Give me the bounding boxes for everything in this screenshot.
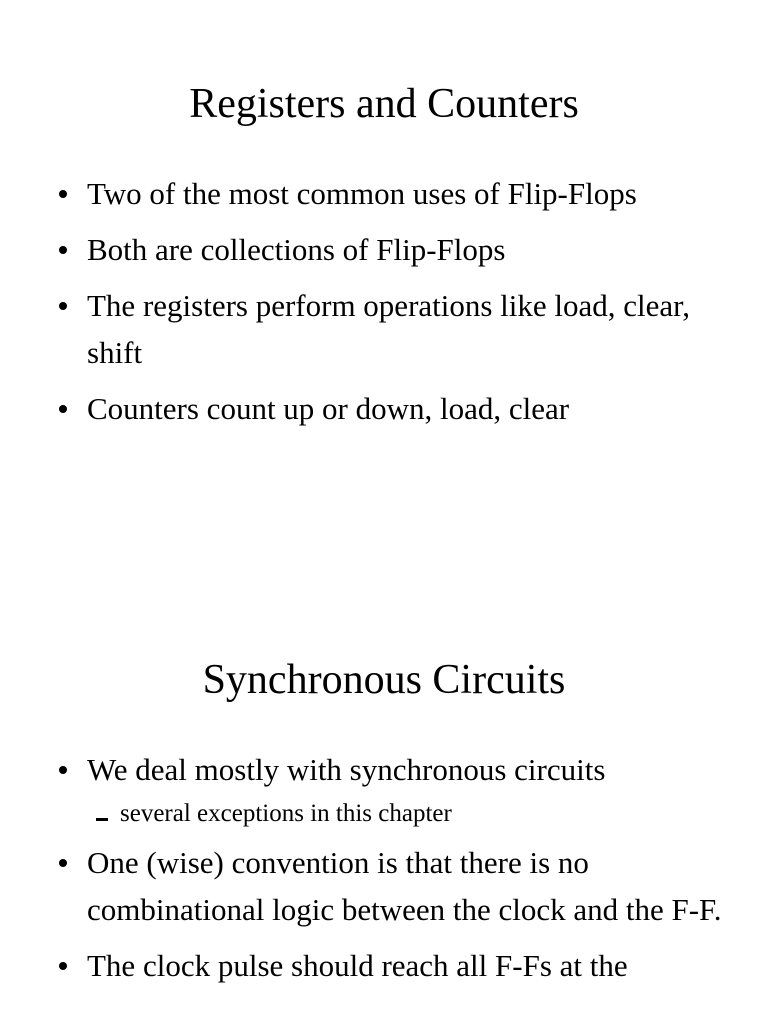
bullet-dot-icon: [59, 859, 67, 867]
slide-title: Registers and Counters: [189, 81, 579, 127]
bullet-item: [0, 839, 768, 933]
sub-bullet-item: [0, 798, 768, 830]
bullet-text: We deal mostly with synchronous circuits: [87, 752, 606, 787]
bullet-item: [0, 226, 768, 273]
slide-title: Synchronous Circuits: [202, 657, 566, 703]
bullet-item: [0, 746, 768, 793]
bullet-dot-icon: [59, 190, 67, 198]
bullet-item: [0, 385, 768, 432]
bullet-item: [0, 170, 768, 217]
bullet-dot-icon: [59, 962, 67, 970]
dash-icon: [96, 818, 108, 821]
bullet-dot-icon: [59, 766, 67, 774]
bullet-list: [0, 170, 768, 441]
bullet-dot-icon: [59, 405, 67, 413]
bullet-text: One (wise) convention is that there is no combinational logic between the clock and the F-F.: [87, 845, 722, 927]
bullet-item: [0, 942, 768, 989]
bullet-list: [0, 746, 768, 998]
bullet-text: Counters count up or down, load, clear: [87, 391, 570, 426]
bullet-dot-icon: [59, 302, 67, 310]
bullet-text: Two of the most common uses of Flip-Flops: [87, 176, 637, 211]
bullet-text: The registers perform operations like load, clear, shift: [87, 288, 691, 370]
bullet-text: Both are collections of Flip-Flops: [87, 232, 506, 267]
slide-synchronous-circuits: [0, 600, 768, 1024]
sub-bullet-text: several exceptions in this chapter: [120, 800, 452, 827]
bullet-item: [0, 282, 768, 376]
bullet-dot-icon: [59, 246, 67, 254]
bullet-text: The clock pulse should reach all F-Fs at the: [87, 948, 628, 983]
